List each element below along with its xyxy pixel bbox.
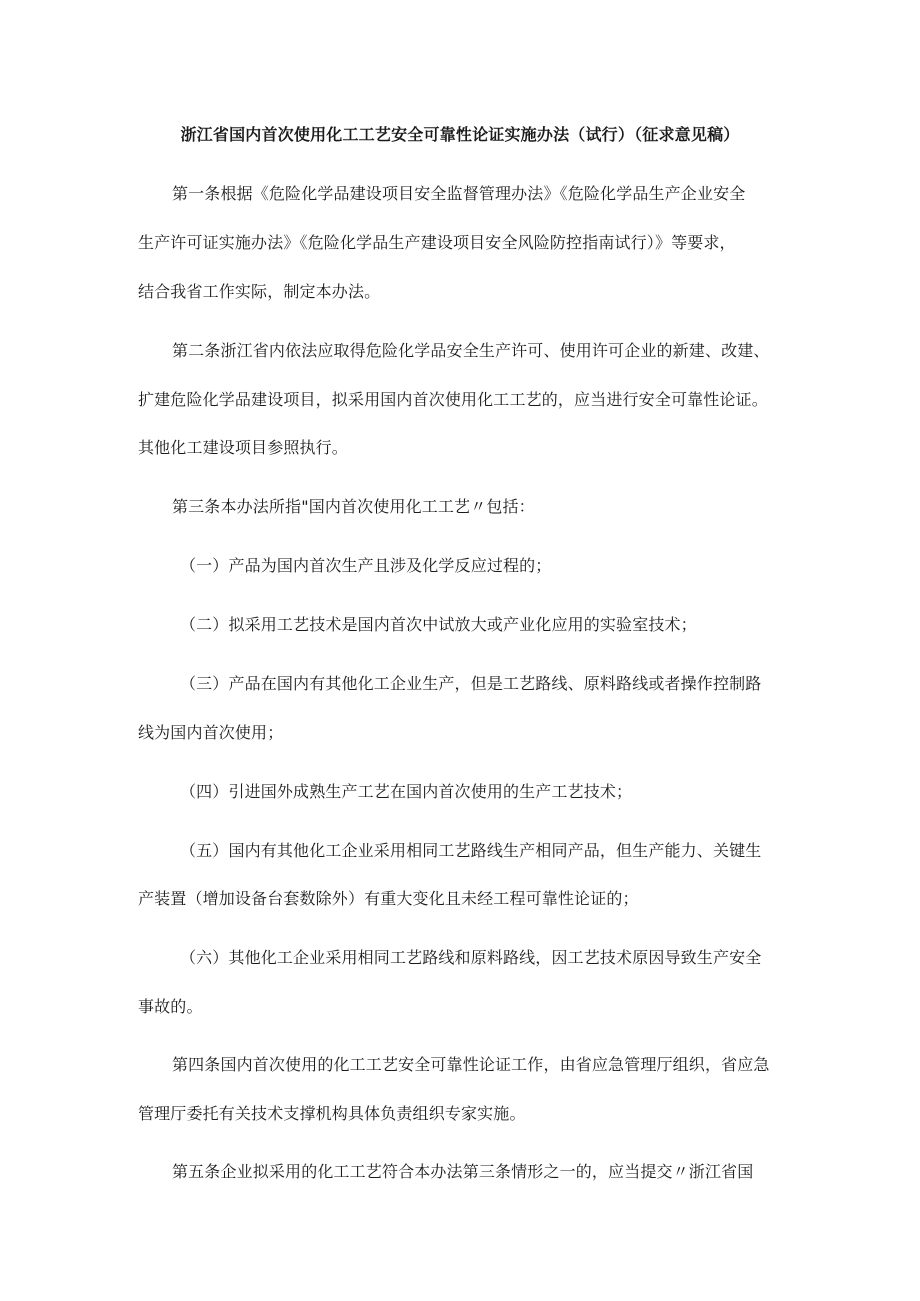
article-1-line-3: 结合我省工作实际，制定本办法。 <box>138 282 381 301</box>
item-6-line-1: （六）其他化工企业采用相同工艺路线和原料路线，因工艺技术原因导致生产安全 <box>180 948 762 967</box>
item-4-line-1: （四）引进国外成熟生产工艺在国内首次使用的生产工艺技术； <box>180 782 633 801</box>
article-5-line-1: 第五条企业拟采用的化工工艺符合本办法第三条情形之一的，应当提交〃浙江省国 <box>172 1162 754 1181</box>
article-2-line-3: 其他化工建设项目参照执行。 <box>138 438 348 457</box>
item-3-line-2: 线为国内首次使用； <box>138 723 284 742</box>
article-4-line-1: 第四条国内首次使用的化工工艺安全可靠性论证工作，由省应急管理厅组织，省应急 <box>172 1055 770 1074</box>
item-3-line-1: （三）产品在国内有其他化工企业生产，但是工艺路线、原料路线或者操作控制路 <box>180 674 762 693</box>
article-1-line-1: 第一条根据《危险化学品建设项目安全监督管理办法》《危险化学品生产企业安全 <box>172 184 746 203</box>
article-2-line-1: 第二条浙江省内依法应取得危险化学品安全生产许可、使用许可企业的新建、改建、 <box>172 341 770 360</box>
article-2-line-2: 扩建危险化学品建设项目，拟采用国内首次使用化工工艺的，应当进行安全可靠性论证。 <box>138 390 768 409</box>
item-5-line-1: （五）国内有其他化工企业采用相同工艺路线生产相同产品，但生产能力、关键生 <box>180 841 762 860</box>
document-title: 浙江省国内首次使用化工工艺安全可靠性论证实施办法（试行）（征求意见稿） <box>180 125 740 144</box>
article-1-line-2: 生产许可证实施办法》《危险化学品生产建设项目安全风险防控指南试行）》等要求， <box>138 233 736 252</box>
item-1-line-1: （一）产品为国内首次生产且涉及化学反应过程的； <box>180 556 552 575</box>
article-3-line-1: 第三条本办法所指"国内首次使用化工工艺〃包括： <box>172 497 535 516</box>
article-4-line-2: 管理厅委托有关技术支撑机构具体负责组织专家实施。 <box>138 1104 526 1123</box>
item-5-line-2: 产装置（增加设备台套数除外）有重大变化且未经工程可靠性论证的； <box>138 889 639 908</box>
item-2-line-1: （二）拟采用工艺技术是国内首次中试放大或产业化应用的实验室技术； <box>180 615 697 634</box>
item-6-line-2: 事故的。 <box>138 997 203 1016</box>
